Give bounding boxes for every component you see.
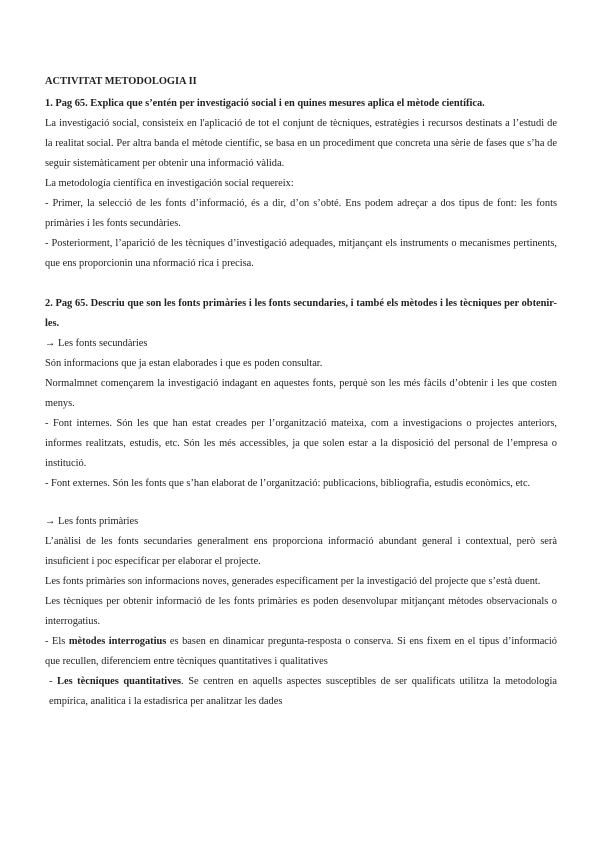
- q1-paragraph-4: - Posteriorment, l’aparició de les tècniques d’investigació adequades, mitjançant els instruments o mecanismes pertinents, que ens proporcionin una nformació rica i precisa.: [45, 238, 557, 269]
- secondary-paragraph-2: Normalmnet començarem la investigació indagant en aquestes fonts, perquè son les més fàcils d’obtenir i les que costen menys.: [45, 378, 557, 409]
- question-1: 1. Pag 65. Explica que s’entén per investigació social i en quines mesures aplica el mètode científica.: [45, 98, 485, 109]
- p5-bold-term: Les tècniques quantitatives: [57, 676, 182, 687]
- secondary-paragraph-1: Són informacions que ja estan elaborades i que es poden consultar.: [45, 358, 323, 369]
- p4-prefix: - Els: [45, 636, 69, 647]
- secondary-paragraph-4: - Font externes. Són les fonts que s’han elaborat de l’organització: publicacions, bibliografia, estudis econòmics, etc.: [45, 478, 531, 489]
- spacer: [45, 494, 557, 512]
- spacer: [45, 274, 557, 294]
- document-title: ACTIVITAT METODOLOGIA II: [45, 76, 197, 87]
- primary-paragraph-4: [45, 632, 557, 672]
- secondary-sources-heading: → Les fonts secundàries: [45, 338, 148, 349]
- p5-rest: . Se centren en aquells aspectes susceptibles de ser qualificats utilitza la metodologia empírica, analitica i la estadisrica per analitzar les dades: [49, 676, 557, 707]
- p4-rest: es basen en dinamicar pregunta-resposta o conserva. Si ens fixem en el tipus d’informació que recullen, diferenciem entre tècniques quantitatives i qualitatives: [45, 636, 557, 667]
- primary-paragraph-1: L’anàlisi de les fonts secundaries generalment ens proporciona informació abundant general i contextual, però serà insuficient i poc especificar per elaborar el projecte.: [45, 536, 557, 567]
- q1-paragraph-2: La metodología científica en investigación social requereix:: [45, 178, 294, 189]
- primary-paragraph-3: Les tècniques per obtenir informació de les fonts primàries es poden desenvolupar mitjançant mètodes observacionals o interrogatius.: [45, 596, 557, 627]
- p4-bold-term: mètodes interrogatius: [68, 636, 167, 647]
- secondary-paragraph-3: - Font internes. Són les que han estat creades per l’organització mateixa, com a investigacions o projectes anteriors, informes realitzats, estudis, etc. Són les més accessibles, ja que solen estar a la disposició del personal de l’empresa o institució.: [45, 418, 557, 469]
- q1-paragraph-1: La investigació social, consisteix en l'aplicació de tot el conjunt de tècniques, estratègies i recursos destinats a l’estudi de la realitat social. Per altra banda el mètode científic, se basa en un procediment que concreta una sèrie de fases que s’ha de seguir sistemàticament per obtenir una informació vàlida.: [45, 118, 557, 169]
- primary-paragraph-5: [45, 672, 557, 712]
- primary-sources-heading: → Les fonts primàries: [45, 516, 139, 527]
- question-2: 2. Pag 65. Descriu que son les fonts primàries i les fonts secundaries, i també els mètodes i les tècniques per obtenir-les.: [45, 298, 557, 329]
- q1-paragraph-3: - Primer, la selecció de les fonts d’informació, és a dir, d’on s’obté. Ens podem adreçar a dos tipus de font: les fonts primàries i les fonts secundàries.: [45, 198, 557, 229]
- primary-paragraph-2: Les fonts primàries son informacions noves, generades específicament per la investigació del projecte que s’està duent.: [45, 576, 541, 587]
- p5-prefix: -: [49, 676, 58, 687]
- document-page: [45, 72, 557, 712]
